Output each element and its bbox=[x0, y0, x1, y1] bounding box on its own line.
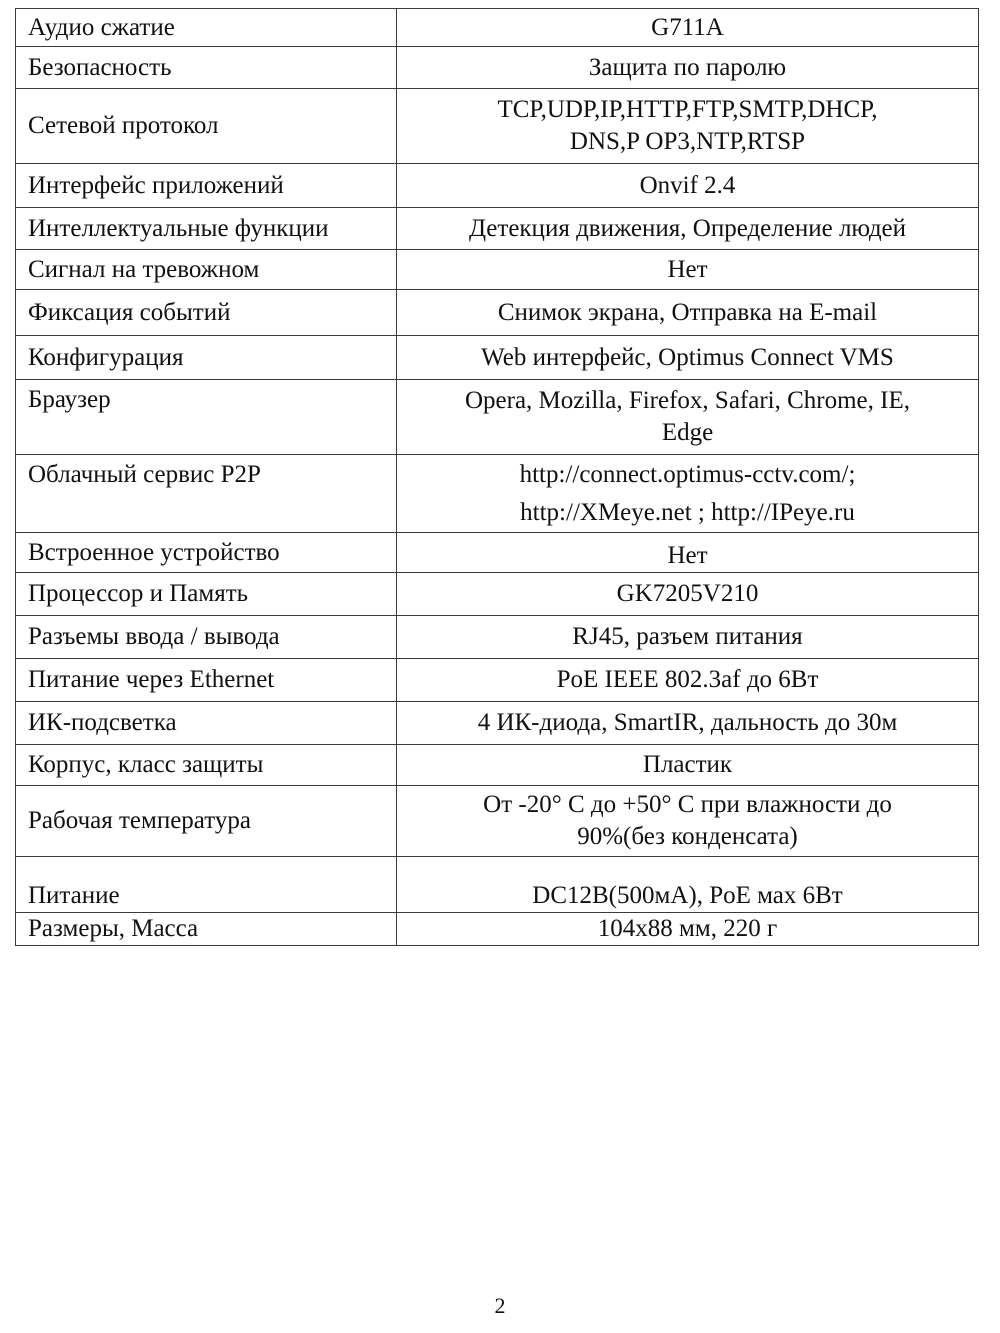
spec-label: Корпус, класс защиты bbox=[16, 745, 397, 786]
spec-label: ИК-подсветка bbox=[16, 702, 397, 745]
spec-label: Безопасность bbox=[16, 47, 397, 89]
spec-value: Нет bbox=[397, 533, 979, 573]
table-row bbox=[16, 786, 979, 857]
table-row bbox=[16, 857, 979, 913]
spec-label: Сигнал на тревожном bbox=[16, 250, 397, 290]
spec-value-line: Edge bbox=[661, 419, 714, 446]
spec-value: 104х88 мм, 220 г bbox=[397, 913, 979, 946]
table-row bbox=[16, 913, 979, 946]
table-row bbox=[16, 250, 979, 290]
table-row bbox=[16, 573, 979, 616]
spec-value-line: От -20° С до +50° С при влажности до bbox=[483, 791, 892, 818]
spec-label: Интеллектуальные функции bbox=[16, 208, 397, 250]
spec-label: Размеры, Масса bbox=[16, 913, 397, 946]
spec-label: Интерфейс приложений bbox=[16, 164, 397, 208]
spec-label: Процессор и Память bbox=[16, 573, 397, 616]
table-row bbox=[16, 745, 979, 786]
spec-value-line: http://connect.optimus-cctv.com/; bbox=[519, 460, 856, 488]
table-row bbox=[16, 336, 979, 380]
table-row bbox=[16, 9, 979, 47]
table-row bbox=[16, 659, 979, 702]
specifications-table bbox=[15, 8, 979, 946]
spec-value: DC12В(500мА), PoE мах 6Вт bbox=[397, 857, 979, 913]
spec-value: GK7205V210 bbox=[397, 573, 979, 616]
spec-value: Пластик bbox=[397, 745, 979, 786]
spec-label: Аудио сжатие bbox=[16, 9, 397, 47]
spec-value-line: DNS,P OP3,NTP,RTSP bbox=[569, 128, 806, 155]
table-row bbox=[16, 164, 979, 208]
spec-value: Защита по паролю bbox=[397, 47, 979, 89]
spec-value-line: 90%(без конденсата) bbox=[577, 823, 798, 850]
table-row bbox=[16, 89, 979, 164]
page-number: 2 bbox=[494, 1293, 506, 1318]
spec-value: Нет bbox=[397, 250, 979, 290]
table-row bbox=[16, 455, 979, 533]
spec-label: Разъемы ввода / вывода bbox=[16, 616, 397, 659]
spec-label: Фиксация событий bbox=[16, 290, 397, 336]
spec-value: RJ45, разъем питания bbox=[397, 616, 979, 659]
spec-label: Питание bbox=[16, 857, 397, 913]
spec-label: Рабочая температура bbox=[16, 786, 397, 857]
table-row bbox=[16, 380, 979, 455]
spec-value-line: TCP,UDP,IP,HTTP,FTP,SMTP,DHCP, bbox=[497, 96, 878, 123]
spec-label: Сетевой протокол bbox=[16, 89, 397, 164]
spec-value: Снимок экрана, Отправка на E-mail bbox=[397, 290, 979, 336]
table-row bbox=[16, 616, 979, 659]
spec-label: Облачный сервис P2P bbox=[16, 455, 397, 533]
spec-value bbox=[397, 455, 979, 533]
spec-label: Встроенное устройство bbox=[16, 533, 397, 573]
spec-value: 4 ИК-диода, SmartIR, дальность до 30м bbox=[397, 702, 979, 745]
spec-value: Onvif 2.4 bbox=[397, 164, 979, 208]
spec-value bbox=[397, 380, 979, 455]
spec-value: Web интерфейс, Optimus Connect VMS bbox=[397, 336, 979, 380]
spec-value: G711A bbox=[397, 9, 979, 47]
table-row bbox=[16, 47, 979, 89]
spec-value: PoE IEEE 802.3af до 6Вт bbox=[397, 659, 979, 702]
spec-value: Детекция движения, Определение людей bbox=[397, 208, 979, 250]
spec-value-line: http://XMeye.net ; http://IPeye.ru bbox=[520, 498, 855, 526]
table-row bbox=[16, 702, 979, 745]
spec-value bbox=[397, 89, 979, 164]
table-row bbox=[16, 533, 979, 573]
spec-label: Браузер bbox=[16, 380, 397, 455]
table-row bbox=[16, 208, 979, 250]
spec-label: Конфигурация bbox=[16, 336, 397, 380]
spec-value bbox=[397, 786, 979, 857]
spec-label: Питание через Ethernet bbox=[16, 659, 397, 702]
table-row bbox=[16, 290, 979, 336]
spec-value-line: Opera, Mozilla, Firefox, Safari, Chrome, IE, bbox=[464, 387, 910, 414]
